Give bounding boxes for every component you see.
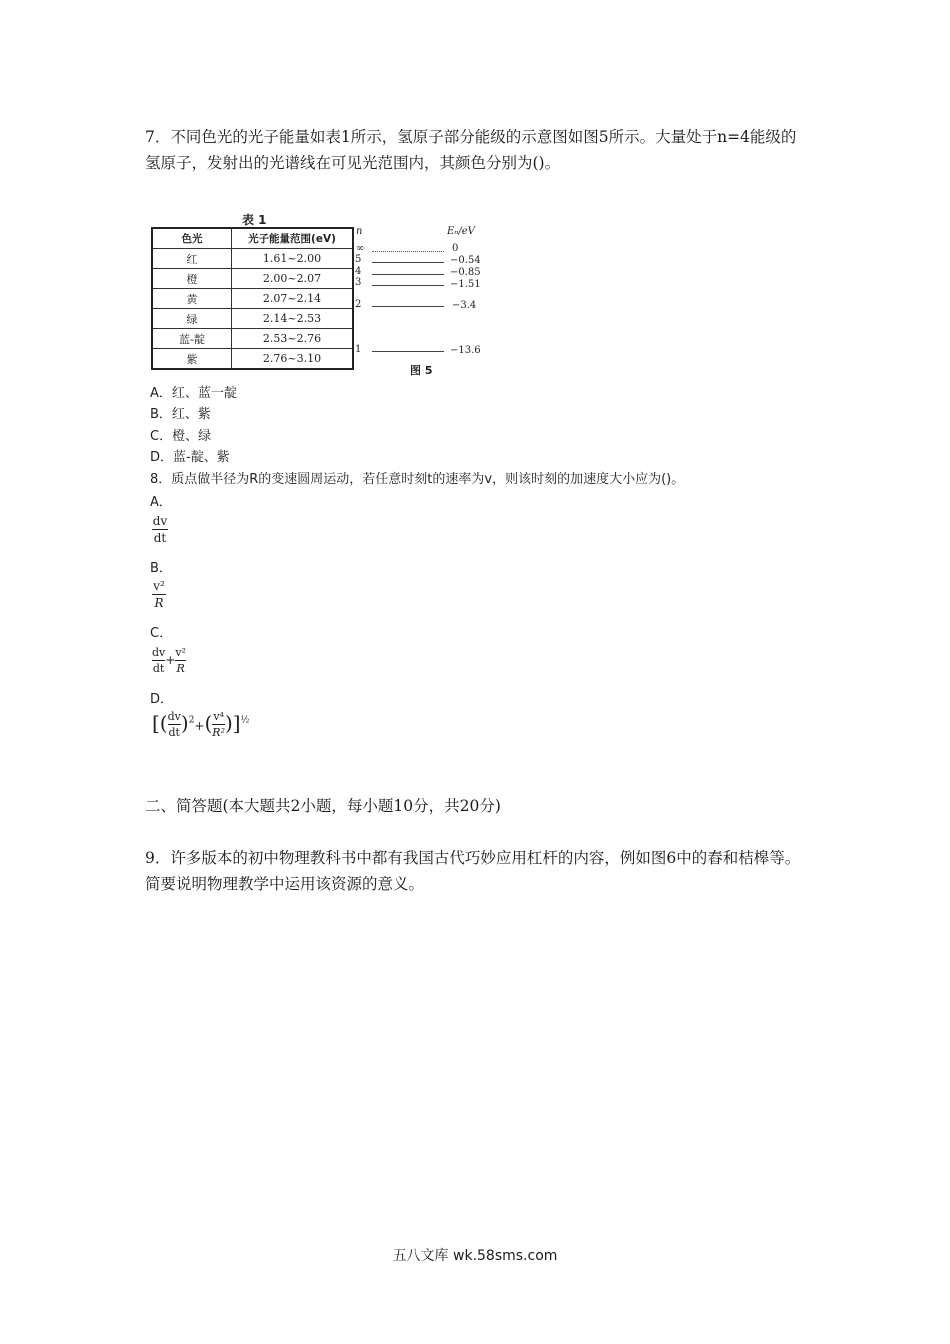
q8-option-b-label: B． <box>150 561 172 576</box>
level-n: 3 <box>355 277 362 288</box>
level-energy: −3.4 <box>452 300 477 311</box>
fraction-bar <box>152 529 168 530</box>
range-cell: 2.07~2.14 <box>232 289 354 309</box>
range-cell: 1.61~2.00 <box>232 249 354 269</box>
question-7-text: 7．不同色光的光子能量如表1所示，氢原子部分能级的示意图如图5所示。大量处于n=4能级的氢原子，发射出的光谱线在可见光范围内，其颜色分别为()。 <box>145 128 797 172</box>
option-d: D．蓝-靛、紫 <box>150 450 230 465</box>
fraction <box>168 710 181 739</box>
color-cell: 蓝-靛 <box>152 329 232 349</box>
fraction-bar <box>175 660 186 661</box>
table-header-range: 光子能量范围(eV) <box>232 228 354 249</box>
denominator: dt <box>152 662 165 675</box>
level-energy: −1.51 <box>450 279 481 290</box>
level-energy: −0.54 <box>450 255 481 266</box>
denominator: R <box>154 596 164 610</box>
table-header-color: 色光 <box>152 228 232 249</box>
table-header-row <box>152 228 353 249</box>
option-b: B．红、紫 <box>150 407 211 422</box>
numerator: v² <box>175 646 186 659</box>
table-row <box>152 309 353 329</box>
table-row <box>152 349 353 370</box>
fraction <box>152 646 165 675</box>
numerator: dv <box>152 646 166 659</box>
table-row <box>152 269 353 289</box>
fraction-bar <box>152 594 166 595</box>
denominator: R <box>176 662 185 675</box>
fraction <box>212 710 225 739</box>
color-cell: 黄 <box>152 289 232 309</box>
numerator: dv <box>152 514 168 528</box>
range-cell: 2.76~3.10 <box>232 349 354 370</box>
q8-option-d-label: D． <box>150 692 174 707</box>
level-line <box>372 285 444 286</box>
color-cell: 红 <box>152 249 232 269</box>
color-cell: 紫 <box>152 349 232 370</box>
n-axis-label: n <box>356 226 363 237</box>
level-energy: 0 <box>452 243 459 254</box>
section-2-heading: 二、简答题(本大题共2小题，每小题10分，共20分) <box>145 797 501 815</box>
table-row <box>152 249 353 269</box>
table-1-caption: 表 1 <box>242 213 267 227</box>
color-cell: 橙 <box>152 269 232 289</box>
plus-sign: + <box>165 653 176 667</box>
exponent: 2 <box>188 715 195 726</box>
level-n: ∞ <box>356 243 365 254</box>
numerator: v² <box>153 579 165 593</box>
fraction-bar <box>152 660 165 661</box>
range-cell: 2.14~2.53 <box>232 309 354 329</box>
table-row <box>152 329 353 349</box>
range-cell: 2.00~2.07 <box>232 269 354 289</box>
plus-sign: + <box>194 719 205 733</box>
formula-a <box>152 514 168 545</box>
photon-energy-table <box>151 227 354 370</box>
fraction-bar <box>212 724 225 725</box>
range-cell: 2.53~2.76 <box>232 329 354 349</box>
level-line <box>372 262 444 263</box>
question-9-text: 9．许多版本的初中物理教科书中都有我国古代巧妙应用杠杆的内容，例如图6中的舂和桔槔等。简要说明物理教学中运用该资源的意义。 <box>145 849 801 893</box>
level-n: 1 <box>355 344 362 355</box>
formula-c <box>152 646 212 675</box>
numerator: v⁴ <box>213 710 224 723</box>
energy-axis-label: Eₙ/eV <box>447 226 475 237</box>
option-a: A．红、蓝一靛 <box>150 386 237 401</box>
denominator: dt <box>168 726 180 739</box>
bracket-icon: [( <box>152 711 168 735</box>
level-line <box>372 351 444 352</box>
level-energy: −0.85 <box>450 267 481 278</box>
formula-d <box>152 710 262 739</box>
level-energy: −13.6 <box>450 345 481 356</box>
bracket-icon: ( <box>204 711 213 735</box>
bracket-icon: ) <box>180 711 189 735</box>
level-n: 5 <box>355 254 362 265</box>
question-8-stem: 8．质点做半径为R的变速圆周运动，若任意时刻t的速率为v，则该时刻的加速度大小应为()。 <box>150 472 685 487</box>
level-n: 4 <box>355 266 362 277</box>
denominator: dt <box>153 531 167 545</box>
fraction-bar <box>168 724 181 725</box>
option-c: C．橙、绿 <box>150 429 212 444</box>
figure-5-caption: 图 5 <box>410 364 433 377</box>
level-line <box>372 251 444 252</box>
numerator: dv <box>167 710 181 723</box>
table-row <box>152 289 353 309</box>
footer-watermark: 五八文库 wk.58sms.com <box>392 1248 558 1264</box>
fraction <box>175 646 186 675</box>
q8-option-a-label: A． <box>150 495 172 510</box>
level-line <box>372 306 444 307</box>
color-cell: 绿 <box>152 309 232 329</box>
formula-b <box>152 579 166 610</box>
level-line <box>372 274 444 275</box>
exponent: ½ <box>240 715 250 726</box>
q8-option-c-label: C． <box>150 626 173 641</box>
bracket-icon: )] <box>225 711 241 735</box>
denominator: R² <box>212 726 225 739</box>
level-n: 2 <box>355 299 362 310</box>
